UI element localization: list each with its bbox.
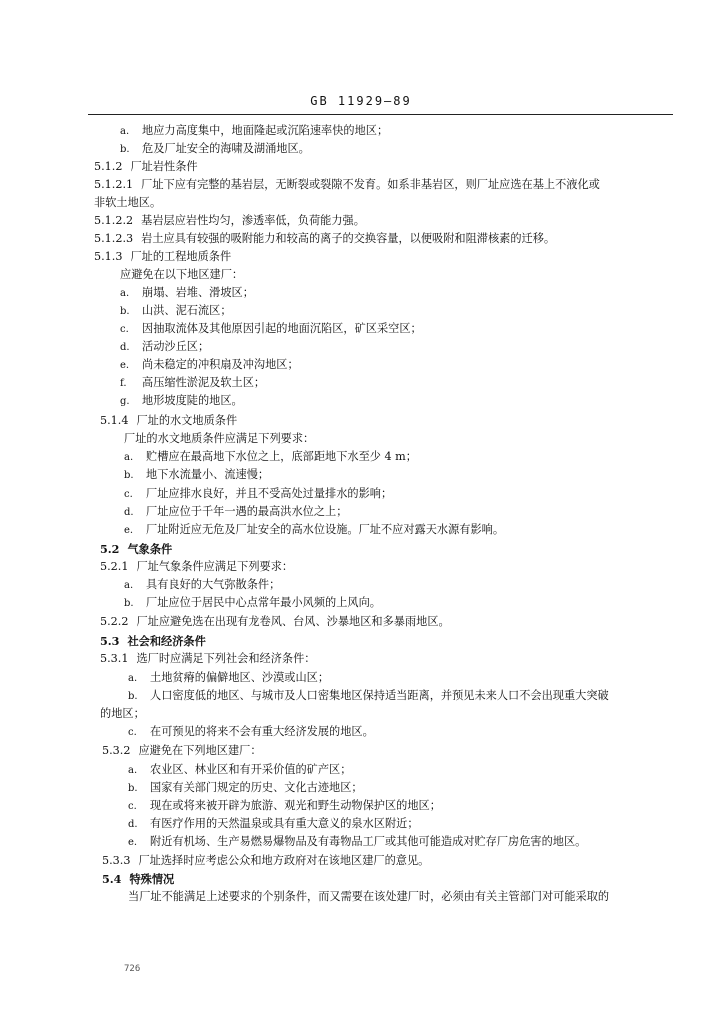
- line-text: 厂址的水文地质条件应满足下列要求：: [124, 432, 315, 445]
- text-line: [124, 505, 347, 520]
- text-line: [120, 124, 388, 139]
- line-text: 的地区；: [100, 707, 145, 720]
- line-text: 应避免在下列地区建厂：: [138, 744, 262, 757]
- section-number: 5.3.3: [102, 854, 131, 867]
- line-text: 厂址气象条件应满足下列要求：: [136, 560, 294, 573]
- list-marker: e.: [128, 837, 138, 848]
- line-text: 厂址下应有完整的基岩层，无断裂或裂隙不发育。如系非基岩区，则厂址应选在基上不液化或: [141, 178, 600, 191]
- header-rule: [88, 114, 673, 115]
- list-marker: b.: [124, 470, 134, 481]
- line-text: 因抽取流体及其他原因引起的地面沉陷区，矿区采空区；: [142, 322, 422, 335]
- list-marker: c.: [120, 324, 129, 335]
- text-line: [100, 652, 315, 666]
- text-line: [128, 799, 441, 814]
- page-header: GB 11929—89: [310, 94, 412, 108]
- text-line: [94, 178, 600, 192]
- line-text: 现在或将来被开辟为旅游、观光和野生动物保护区的地区；: [150, 799, 441, 812]
- list-marker: e.: [124, 525, 134, 536]
- text-line: [120, 394, 243, 409]
- section-number: 5.2: [100, 542, 120, 556]
- line-text: 地应力高度集中，地面隆起或沉陷速率快的地区；: [142, 124, 389, 137]
- line-text: 具有良好的大气弥散条件；: [146, 578, 281, 591]
- text-line: [124, 450, 417, 465]
- text-line: [94, 196, 161, 210]
- line-text: 农业区、林业区和有开采价值的矿产区；: [150, 763, 352, 776]
- text-line: [94, 214, 365, 228]
- list-marker: b.: [124, 598, 134, 609]
- list-marker: b.: [128, 783, 138, 794]
- text-line: [94, 160, 198, 174]
- list-marker: b.: [120, 306, 130, 317]
- line-text: 非软土地区。: [94, 196, 162, 209]
- list-marker: a.: [128, 765, 138, 776]
- section-number: 5.1.2: [94, 160, 123, 173]
- line-text: 厂址应排水良好，并且不受高处过量排水的影响；: [146, 487, 393, 500]
- list-marker: d.: [120, 342, 130, 353]
- page-number: 726: [124, 964, 141, 974]
- list-marker: g.: [120, 396, 130, 407]
- line-text: 国家有关部门规定的历史、文化古迹地区；: [150, 781, 363, 794]
- line-text: 岩土应具有较强的吸附能力和较高的离子的交换容量，以便吸附和阻滞核素的迁移。: [141, 232, 556, 245]
- text-line: [128, 890, 609, 904]
- line-text: 厂址应避免选在出现有龙卷风、台风、沙暴地区和多暴雨地区。: [136, 615, 450, 628]
- text-line: [100, 560, 293, 574]
- line-text: 气象条件: [127, 542, 173, 556]
- section-number: 5.3.1: [100, 652, 129, 665]
- text-line: [120, 340, 209, 355]
- text-line: [128, 689, 609, 704]
- text-line: [128, 781, 363, 796]
- line-text: 地形坡度陡的地区。: [142, 394, 243, 407]
- text-line: [120, 142, 310, 157]
- list-marker: b.: [120, 144, 130, 155]
- text-line: [124, 596, 381, 611]
- text-line: [94, 250, 231, 264]
- text-line: [100, 542, 172, 556]
- text-line: [128, 725, 374, 740]
- line-text: 厂址岩性条件: [130, 160, 198, 173]
- list-marker: d.: [128, 819, 138, 830]
- line-text: 当厂址不能满足上述要求的个别条件，而又需要在该处建厂时，必须由有关主管部门对可能采取的: [128, 890, 610, 903]
- text-line: [120, 286, 254, 301]
- text-line: [100, 615, 450, 629]
- line-text: 在可预见的将来不会有重大经济发展的地区。: [150, 725, 374, 738]
- text-line: [120, 358, 299, 373]
- list-marker: a.: [120, 288, 130, 299]
- line-text: 厂址应位于千年一遇的最高洪水位之上；: [146, 505, 348, 518]
- line-text: 厂址的工程地质条件: [130, 250, 232, 263]
- line-text: 厂址的水文地质条件: [136, 414, 238, 427]
- line-text: 社会和经济条件: [127, 634, 206, 648]
- text-line: [128, 817, 419, 832]
- list-marker: e.: [120, 360, 130, 371]
- line-text: 地下水流量小、流速慢；: [146, 468, 270, 481]
- text-line: [102, 744, 262, 758]
- text-line: [120, 304, 232, 319]
- section-number: 5.2.2: [100, 615, 129, 628]
- line-text: 特殊情况: [129, 872, 175, 886]
- text-line: [94, 232, 555, 246]
- list-marker: a.: [120, 126, 130, 137]
- list-marker: a.: [128, 673, 138, 684]
- list-marker: d.: [124, 507, 134, 518]
- list-marker: a.: [124, 452, 134, 463]
- line-text: 高压缩性淤泥及软土区；: [142, 376, 266, 389]
- list-marker: a.: [124, 580, 134, 591]
- list-marker: f.: [120, 378, 127, 389]
- line-text: 崩塌、岩堆、滑坡区；: [142, 286, 254, 299]
- line-text: 选厂时应满足下列社会和经济条件：: [136, 652, 316, 665]
- text-line: [102, 872, 174, 886]
- section-number: 5.4: [102, 872, 122, 886]
- line-text: 活动沙丘区；: [142, 340, 210, 353]
- text-line: [124, 523, 504, 538]
- line-text: 尚未稳定的冲积扇及冲沟地区；: [142, 358, 299, 371]
- text-line: [100, 414, 237, 428]
- line-text: 厂址附近应无危及厂址安全的高水位设施。厂址不应对露天水源有影响。: [146, 523, 505, 536]
- line-text: 土地贫瘠的偏僻地区、沙漠或山区；: [150, 671, 330, 684]
- list-marker: c.: [128, 727, 137, 738]
- text-line: [102, 854, 429, 868]
- section-number: 5.3: [100, 634, 120, 648]
- line-text: 厂址应位于居民中心点常年最小风频的上风向。: [146, 596, 381, 609]
- text-line: [120, 322, 422, 337]
- line-text: 人口密度低的地区、与城市及人口密集地区保持适当距离，并预见未来人口不会出现重大突破: [150, 689, 609, 702]
- text-line: [100, 707, 145, 721]
- line-text: 应避免在以下地区建厂：: [120, 268, 244, 281]
- section-number: 5.1.2.3: [94, 232, 134, 245]
- line-text: 贮槽应在最高地下水位之上，底部距地下水至少 4 m；: [146, 450, 417, 463]
- text-line: [120, 376, 265, 391]
- line-text: 山洪、泥石流区；: [142, 304, 232, 317]
- list-marker: c.: [128, 801, 137, 812]
- text-line: [128, 671, 329, 686]
- text-line: [124, 432, 314, 446]
- section-number: 5.1.3: [94, 250, 123, 263]
- line-text: 厂址选择时应考虑公众和地方政府对在该地区建厂的意见。: [138, 854, 430, 867]
- text-line: [124, 487, 392, 502]
- text-line: [124, 578, 280, 593]
- line-text: 危及厂址安全的海啸及湖涌地区。: [142, 142, 310, 155]
- section-number: 5.2.1: [100, 560, 129, 573]
- list-marker: b.: [128, 691, 138, 702]
- text-line: [124, 468, 269, 483]
- section-number: 5.3.2: [102, 744, 131, 757]
- line-text: 基岩层应岩性均匀，渗透率低，负荷能力强。: [141, 214, 365, 227]
- text-line: [120, 268, 243, 282]
- line-text: 附近有机场、生产易燃易爆物品及有毒物品工厂或其他可能造成对贮存厂房危害的地区。: [150, 835, 587, 848]
- section-number: 5.1.4: [100, 414, 129, 427]
- text-line: [128, 763, 351, 778]
- text-line: [128, 835, 586, 850]
- section-number: 5.1.2.1: [94, 178, 134, 191]
- line-text: 有医疗作用的天然温泉或具有重大意义的泉水区附近；: [150, 817, 419, 830]
- list-marker: c.: [124, 489, 133, 500]
- text-line: [100, 634, 206, 648]
- section-number: 5.1.2.2: [94, 214, 134, 227]
